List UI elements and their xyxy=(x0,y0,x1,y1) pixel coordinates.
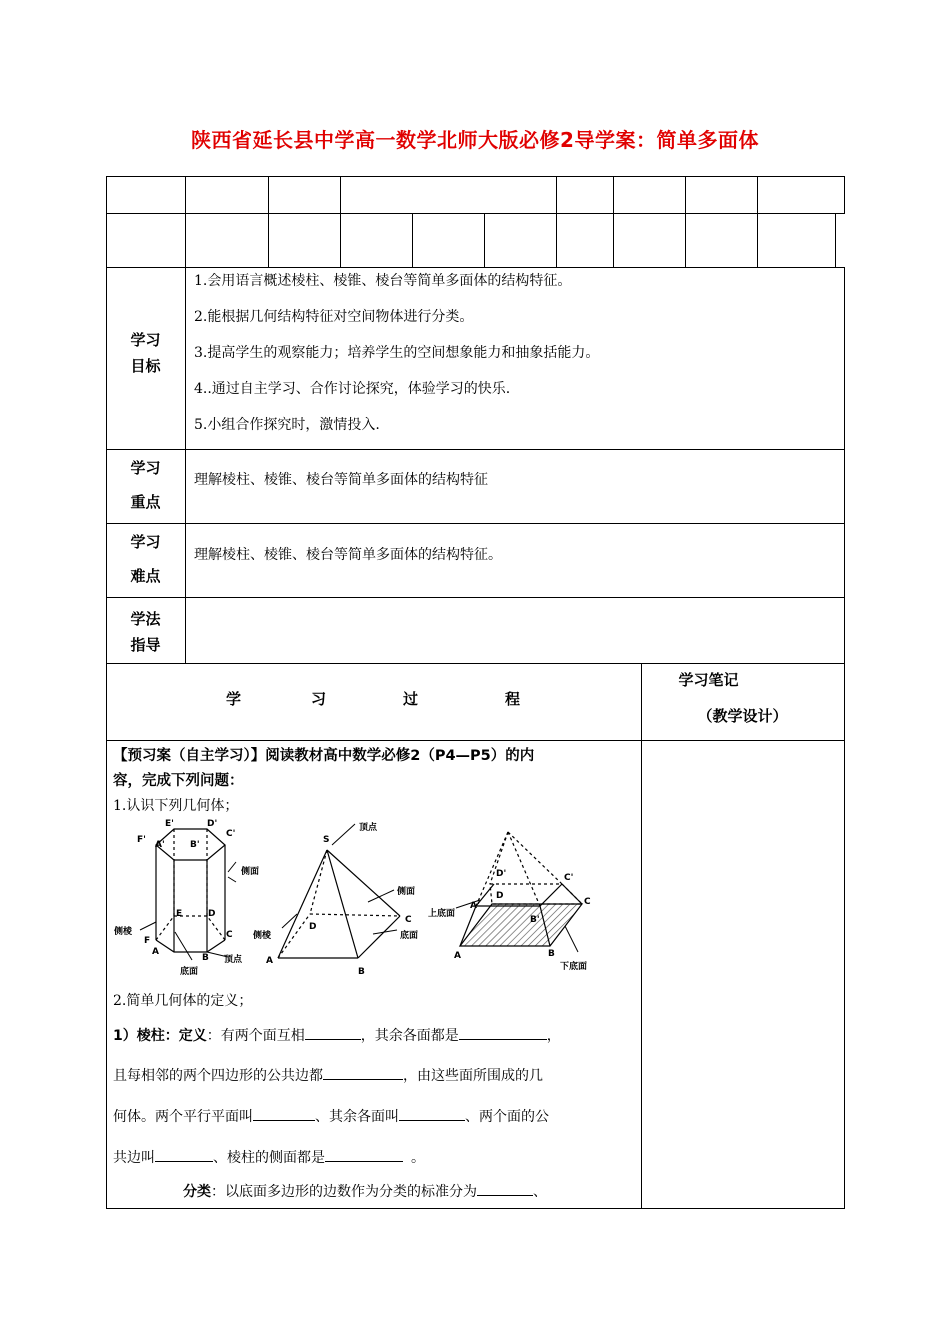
svg-text:B: B xyxy=(202,953,209,963)
svg-text:B: B xyxy=(358,967,365,977)
prism-label-vertex: 顶点 xyxy=(224,955,243,965)
blank-field[interactable] xyxy=(253,1106,315,1121)
objective-item: 3.提高学生的观察能力；培养学生的空间想象能力和抽象括能力。 xyxy=(194,345,600,361)
svg-text:A': A' xyxy=(470,901,480,911)
svg-text:F': F' xyxy=(137,835,146,845)
svg-text:A: A xyxy=(454,951,461,961)
svg-text:D': D' xyxy=(496,869,507,879)
difficulties-label: 学习 难点 xyxy=(130,533,161,585)
frustum-label-upper-base: 上底面 xyxy=(428,909,456,919)
prism-label-lateral-face: 侧面 xyxy=(241,867,260,877)
objective-item: 1.会用语言概述棱柱、棱锥、棱台等简单多面体的结构特征。 xyxy=(194,273,572,289)
svg-text:D: D xyxy=(496,891,504,901)
key-points-text: 理解棱柱、棱锥、棱台等简单多面体的结构特征 xyxy=(194,472,488,488)
svg-text:E': E' xyxy=(165,819,174,829)
svg-text:D: D xyxy=(208,909,216,919)
svg-text:S: S xyxy=(323,835,330,845)
prism-classification-line: 分类：以底面多边形的边数作为分类的标准分为 、 xyxy=(183,1181,547,1202)
objective-item: 5.小组合作探究时，激情投入. xyxy=(194,417,380,433)
preview-heading-line2: 容，完成下列问题： xyxy=(113,773,244,789)
prism-def-line1: 1）棱柱：定义：有两个面互相 ，其余各面都是 ， xyxy=(113,1025,561,1046)
svg-text:B': B' xyxy=(530,915,540,925)
question-1: 1.认识下列几何体； xyxy=(113,798,239,814)
geometry-figures xyxy=(110,812,630,980)
objectives-label: 学习 目标 xyxy=(130,331,161,375)
objective-item: 2.能根据几何结构特征对空间物体进行分类。 xyxy=(194,309,474,325)
svg-text:E: E xyxy=(176,909,183,919)
svg-text:C: C xyxy=(226,930,233,940)
blank-field[interactable] xyxy=(155,1147,213,1162)
blank-field[interactable] xyxy=(325,1147,403,1162)
prism-def-line4: 共边叫 、棱柱的侧面都是 。 xyxy=(113,1147,425,1168)
pyramid-label-lateral-edge: 侧棱 xyxy=(253,931,272,941)
pyramid-label-base: 底面 xyxy=(400,931,419,941)
pyramid-label-lateral-face: 侧面 xyxy=(397,887,416,897)
pyramid-label-vertex: 顶点 xyxy=(359,823,378,833)
svg-text:A': A' xyxy=(155,840,165,850)
difficulties-text: 理解棱柱、棱锥、棱台等简单多面体的结构特征。 xyxy=(194,547,502,563)
blank-field[interactable] xyxy=(477,1181,533,1196)
prism-label-base: 底面 xyxy=(180,967,199,977)
svg-text:D: D xyxy=(309,922,317,932)
method-label: 学法 指导 xyxy=(130,610,161,654)
blank-field[interactable] xyxy=(305,1025,361,1040)
prism-def-line2: 且每相邻的两个四边形的公共边都 ，由这些面所围成的几 xyxy=(113,1065,543,1086)
blank-field[interactable] xyxy=(323,1065,403,1080)
blank-field[interactable] xyxy=(399,1106,465,1121)
svg-text:C: C xyxy=(405,915,412,925)
svg-text:C': C' xyxy=(564,873,574,883)
frustum-figure xyxy=(456,832,582,952)
svg-text:D': D' xyxy=(207,819,218,829)
svg-text:C': C' xyxy=(226,829,236,839)
svg-text:C: C xyxy=(584,897,591,907)
key-points-label: 学习 重点 xyxy=(130,459,161,511)
blank-field[interactable] xyxy=(459,1025,547,1040)
prism-def-line3: 何体。两个平行平面叫 、其余各面叫 、两个面的公 xyxy=(113,1106,549,1127)
preview-heading-line1: 【预习案（自主学习）】阅读教材高中数学必修2（P4—P5）的内 xyxy=(113,748,535,764)
pyramid-figure xyxy=(278,824,400,958)
svg-text:B: B xyxy=(548,949,555,959)
page-title: 陕西省延长县中学高一数学北师大版必修2导学案：简单多面体 xyxy=(191,128,759,152)
frustum-label-lower-base: 下底面 xyxy=(560,962,588,972)
svg-text:F: F xyxy=(144,936,151,946)
svg-text:B': B' xyxy=(190,840,200,850)
objective-item: 4..通过自主学习、合作讨论探究，体验学习的快乐. xyxy=(194,381,511,397)
prism-label-lateral-edge: 侧棱 xyxy=(114,927,133,937)
svg-text:A: A xyxy=(266,956,273,966)
svg-text:A: A xyxy=(152,947,159,957)
question-2: 2.简单几何体的定义； xyxy=(113,993,253,1009)
